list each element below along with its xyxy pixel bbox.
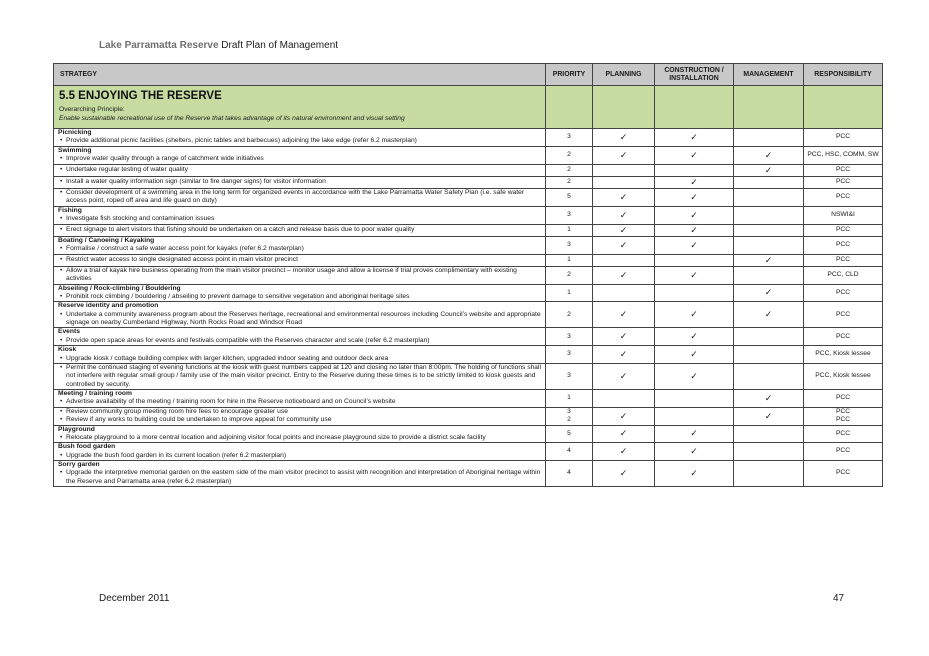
section-empty-cell xyxy=(734,86,804,129)
col-header-strategy: STRATEGY xyxy=(54,64,546,86)
strategy-group-title: Meeting / training room xyxy=(58,390,132,397)
management-cell xyxy=(734,224,804,236)
responsibility-cell: PCC, Kiosk lessee xyxy=(804,363,883,389)
col-header-management: MANAGEMENT xyxy=(734,64,804,86)
construction-cell xyxy=(655,346,734,364)
strategy-item: • Review community group meeting room hire fees to encourage greater use xyxy=(58,408,541,416)
construction-cell xyxy=(655,407,734,425)
table-row xyxy=(54,328,883,346)
strategy-item: • Prohibit rock climbing / bouldering / abseiling to prevent damage to sensitive vegetation and aboriginal heritage sites xyxy=(58,293,541,301)
check-icon: ✓ xyxy=(619,191,628,202)
table-row xyxy=(54,236,883,254)
table-row xyxy=(54,390,883,408)
construction-cell xyxy=(655,146,734,164)
construction-cell xyxy=(655,266,734,284)
management-cell xyxy=(734,363,804,389)
strategy-cell xyxy=(54,425,546,443)
check-icon: ✓ xyxy=(764,254,773,265)
responsibility-cell: NSWI&I xyxy=(804,206,883,224)
planning-cell xyxy=(593,407,655,425)
check-icon: ✓ xyxy=(764,392,773,403)
check-icon: ✓ xyxy=(619,410,628,421)
priority-cell: 4 xyxy=(546,461,593,487)
check-icon: ✓ xyxy=(619,149,628,160)
table-row xyxy=(54,224,883,236)
construction-cell xyxy=(655,206,734,224)
planning-cell xyxy=(593,425,655,443)
strategy-item: • Relocate playground to a more central location and adjoining visitor focal points and increase playground size to provide a district scale facility xyxy=(58,434,541,442)
responsibility-cell: PCC xyxy=(804,176,883,188)
strategy-group-title: Swimming xyxy=(58,146,92,154)
table-row xyxy=(54,363,883,389)
header-title-rest: Draft Plan of Management xyxy=(218,40,339,51)
priority-cell: 5 xyxy=(546,425,593,443)
strategy-group-title: Bush food garden xyxy=(58,443,116,451)
responsibility-cell: PCC, CLD xyxy=(804,266,883,284)
priority-cell: 1 xyxy=(546,254,593,266)
planning-cell xyxy=(593,236,655,254)
responsibility-cell: PCC xyxy=(804,328,883,346)
section-empty-cell xyxy=(655,86,734,129)
management-cell xyxy=(734,164,804,176)
strategy-cell xyxy=(54,206,546,224)
table-row xyxy=(54,189,883,207)
responsibility-cell: PCC PCC xyxy=(804,407,883,425)
strategy-cell xyxy=(54,346,546,364)
check-icon: ✓ xyxy=(690,131,698,142)
section-empty-cell xyxy=(804,86,883,129)
strategy-group-title: Reserve identity and promotion xyxy=(58,302,159,310)
responsibility-cell: PCC xyxy=(804,425,883,443)
table-row xyxy=(54,407,883,425)
check-icon: ✓ xyxy=(690,309,698,320)
priority-cell: 2 xyxy=(546,176,593,188)
strategy-group-title: Picnicking xyxy=(58,129,92,136)
table-row xyxy=(54,146,883,164)
strategy-item: • Upgrade the interpretive memorial garden on the eastern side of the main visitor precinct to assist with recognition and interpretation of Aboriginal heritage within the Reserve and Parramatta area (refer 6.2 masterplan) xyxy=(58,469,541,486)
check-icon: ✓ xyxy=(619,446,628,456)
header-title-bold: Lake Parramatta Reserve xyxy=(99,40,219,51)
management-cell xyxy=(734,176,804,188)
planning-cell xyxy=(593,346,655,364)
planning-cell xyxy=(593,266,655,284)
construction-cell xyxy=(655,236,734,254)
planning-cell xyxy=(593,164,655,176)
management-cell xyxy=(734,346,804,364)
priority-cell: 3 xyxy=(546,206,593,224)
priority-cell: 2 xyxy=(546,266,593,284)
table-row xyxy=(54,129,883,147)
col-header-responsibility: RESPONSIBILITY xyxy=(804,64,883,86)
construction-cell xyxy=(655,390,734,408)
strategy-cell xyxy=(54,407,546,425)
strategy-item: • Undertake regular testing of water quality xyxy=(58,166,541,174)
strategy-cell xyxy=(54,461,546,487)
check-icon: ✓ xyxy=(690,370,698,381)
strategy-cell xyxy=(54,302,546,328)
table-row xyxy=(54,443,883,461)
table-row xyxy=(54,254,883,266)
section-title: 5.5 ENJOYING THE RESERVE xyxy=(59,90,222,102)
document-header xyxy=(99,40,338,51)
construction-cell xyxy=(655,189,734,207)
check-icon: ✓ xyxy=(619,224,628,235)
construction-cell xyxy=(655,302,734,328)
responsibility-cell: PCC xyxy=(804,443,883,461)
check-icon: ✓ xyxy=(690,269,698,280)
strategy-group-title: Sorry garden xyxy=(58,461,100,468)
strategy-item: • Restrict water access to single designated access point in main visitor precinct xyxy=(58,256,541,264)
strategy-item: • Formalise / construct a safe water access point for kayaks (refer 6.2 masterplan) xyxy=(58,245,541,253)
check-icon: ✓ xyxy=(619,467,628,478)
check-icon: ✓ xyxy=(619,348,628,359)
responsibility-cell: PCC xyxy=(804,236,883,254)
management-cell xyxy=(734,390,804,408)
table-row xyxy=(54,346,883,364)
management-cell xyxy=(734,328,804,346)
management-cell xyxy=(734,129,804,147)
priority-cell: 2 xyxy=(546,302,593,328)
strategy-item: • Undertake a community awareness program about the Reserves heritage, recreational and environmental resources including Council’s website and appropriate signage on nearby Cumberland Highway, North Rocks Road and Windsor Road xyxy=(58,311,541,328)
strategy-item: • Investigate fish stocking and contamination issues xyxy=(58,215,541,223)
construction-cell xyxy=(655,176,734,188)
management-cell xyxy=(734,302,804,328)
table-row xyxy=(54,266,883,284)
strategy-cell xyxy=(54,363,546,389)
check-icon: ✓ xyxy=(764,309,773,320)
col-header-planning: PLANNING xyxy=(593,64,655,86)
strategy-cell xyxy=(54,176,546,188)
priority-cell: 3 xyxy=(546,129,593,147)
management-cell xyxy=(734,425,804,443)
strategy-cell xyxy=(54,146,546,164)
check-icon: ✓ xyxy=(619,209,628,220)
management-cell xyxy=(734,236,804,254)
strategy-cell xyxy=(54,328,546,346)
strategy-item: • Improve water quality through a range of catchment wide initiatives xyxy=(58,155,541,163)
planning-cell xyxy=(593,254,655,266)
strategy-item: • Upgrade kiosk / cottage building complex with larger kitchen, upgraded indoor seating and outdoor deck area xyxy=(58,355,541,363)
check-icon: ✓ xyxy=(619,428,628,439)
strategy-cell xyxy=(54,129,546,147)
check-icon: ✓ xyxy=(619,269,628,280)
strategy-item: • Provide additional picnic facilities (shelters, picnic tables and barbecues) adjoining the lake edge (refer 6.2 masterplan) xyxy=(58,137,541,145)
responsibility-cell: PCC xyxy=(804,461,883,487)
strategy-group-title: Fishing xyxy=(58,206,82,214)
strategy-cell xyxy=(54,164,546,176)
strategy-group-title: Playground xyxy=(58,425,95,433)
check-icon: ✓ xyxy=(764,149,773,160)
strategy-group-title: Events xyxy=(58,328,80,336)
check-icon: ✓ xyxy=(619,239,628,250)
priority-cell: 2 xyxy=(546,164,593,176)
table-row xyxy=(54,206,883,224)
construction-cell xyxy=(655,284,734,302)
strategy-item: • Allow a trial of kayak hire business operating from the main visitor precinct – monitor usage and allow a license if trial proves complimentary with existing activities xyxy=(58,267,541,284)
management-cell xyxy=(734,189,804,207)
construction-cell xyxy=(655,224,734,236)
check-icon: ✓ xyxy=(690,224,698,235)
planning-cell xyxy=(593,390,655,408)
planning-cell xyxy=(593,284,655,302)
management-cell xyxy=(734,206,804,224)
construction-cell xyxy=(655,328,734,346)
planning-cell xyxy=(593,302,655,328)
priority-cell: 2 xyxy=(546,146,593,164)
table-row xyxy=(54,164,883,176)
table-row xyxy=(54,176,883,188)
footer-date: December 2011 xyxy=(99,593,170,604)
planning-cell xyxy=(593,146,655,164)
construction-cell xyxy=(655,363,734,389)
planning-cell xyxy=(593,443,655,461)
planning-cell xyxy=(593,189,655,207)
priority-cell: 1 xyxy=(546,390,593,408)
strategy-cell xyxy=(54,266,546,284)
strategy-cell xyxy=(54,443,546,461)
strategy-group-title: Abseiling / Rock-climbing / Bouldering xyxy=(58,284,181,292)
check-icon: ✓ xyxy=(690,428,698,439)
check-icon: ✓ xyxy=(764,164,773,175)
construction-cell xyxy=(655,164,734,176)
section-cell xyxy=(54,86,546,129)
table-row xyxy=(54,302,883,328)
management-cell xyxy=(734,284,804,302)
planning-cell xyxy=(593,328,655,346)
responsibility-cell: PCC xyxy=(804,254,883,266)
construction-cell xyxy=(655,461,734,487)
check-icon: ✓ xyxy=(690,348,698,359)
construction-cell xyxy=(655,254,734,266)
strategy-item: • Provide open space areas for events and festivals compatible with the Reserves character and scale (refer 6.2 masterplan) xyxy=(58,337,541,345)
management-cell xyxy=(734,443,804,461)
priority-cell: 1 xyxy=(546,224,593,236)
planning-cell xyxy=(593,129,655,147)
check-icon: ✓ xyxy=(690,446,698,456)
check-icon: ✓ xyxy=(619,309,628,320)
responsibility-cell: PCC xyxy=(804,390,883,408)
planning-cell xyxy=(593,363,655,389)
check-icon: ✓ xyxy=(764,287,773,298)
priority-cell: 3 2 xyxy=(546,407,593,425)
check-icon: ✓ xyxy=(690,176,698,187)
section-empty-cell xyxy=(546,86,593,129)
strategy-cell xyxy=(54,390,546,408)
check-icon: ✓ xyxy=(619,370,628,381)
check-icon: ✓ xyxy=(619,331,628,342)
strategy-cell xyxy=(54,236,546,254)
strategy-item: • Install a water quality information sign (similar to fire danger signs) for visitor information xyxy=(58,178,541,186)
priority-cell: 3 xyxy=(546,236,593,254)
strategy-item: • Advertise availability of the meeting / training room for hire in the Reserve noticeboard and on Council’s website xyxy=(58,398,541,406)
strategy-cell xyxy=(54,224,546,236)
planning-cell xyxy=(593,224,655,236)
check-icon: ✓ xyxy=(690,191,698,202)
check-icon: ✓ xyxy=(690,467,698,478)
table-row xyxy=(54,461,883,487)
responsibility-cell: PCC xyxy=(804,224,883,236)
strategy-group-title: Kiosk xyxy=(58,346,77,354)
responsibility-cell: PCC xyxy=(804,129,883,147)
check-icon: ✓ xyxy=(764,410,773,421)
section-row xyxy=(54,86,883,129)
table-row xyxy=(54,284,883,302)
table-header-row xyxy=(54,64,883,86)
priority-cell: 4 xyxy=(546,443,593,461)
strategy-group-title: Boating / Canoeing / Kayaking xyxy=(58,236,155,244)
strategy-item: • Consider development of a swimming area in the long term for organized events in accordance with the Lake Parramatta Water Safety Plan (i.e. safe water access point, roped off area and life guard on duty) xyxy=(58,189,541,206)
management-cell xyxy=(734,266,804,284)
strategy-item: • Upgrade the bush food garden in its current location (refer 6.2 masterplan) xyxy=(58,452,541,460)
check-icon: ✓ xyxy=(690,209,698,220)
priority-cell: 5 xyxy=(546,189,593,207)
strategy-item: • Erect signage to alert visitors that fishing should be undertaken on a catch and release basis due to poor water quality xyxy=(58,226,541,234)
planning-cell xyxy=(593,176,655,188)
check-icon: ✓ xyxy=(690,239,698,250)
table-row xyxy=(54,425,883,443)
construction-cell xyxy=(655,129,734,147)
col-header-priority: PRIORITY xyxy=(546,64,593,86)
planning-cell xyxy=(593,206,655,224)
responsibility-cell: PCC xyxy=(804,302,883,328)
col-header-construction: CONSTRUCTION / INSTALLATION xyxy=(655,64,734,86)
check-icon: ✓ xyxy=(619,131,628,142)
management-cell xyxy=(734,146,804,164)
check-icon: ✓ xyxy=(690,331,698,342)
responsibility-cell: PCC xyxy=(804,284,883,302)
construction-cell xyxy=(655,443,734,461)
check-icon: ✓ xyxy=(690,149,698,160)
priority-cell: 3 xyxy=(546,346,593,364)
principle-text: Enable sustainable recreational use of the Reserve that takes advantage of its natural environment and visual setting xyxy=(59,114,405,122)
responsibility-cell: PCC, HSC, COMM, SW xyxy=(804,146,883,164)
priority-cell: 3 xyxy=(546,363,593,389)
section-empty-cell xyxy=(593,86,655,129)
strategy-item: • Permit the continued staging of evening functions at the kiosk with guest numbers capped at 120 and closing no later than 8:00pm. The holding of functions shall not interfere with regular small group / family use of the main visitor precinct. Entry to the Reserve during these times is to be strictly limited to kiosk guests and controlled by security. xyxy=(58,364,541,389)
management-cell xyxy=(734,407,804,425)
responsibility-cell: PCC, Kiosk lessee xyxy=(804,346,883,364)
strategy-cell xyxy=(54,284,546,302)
strategy-cell xyxy=(54,254,546,266)
management-cell xyxy=(734,254,804,266)
responsibility-cell: PCC xyxy=(804,164,883,176)
strategy-cell xyxy=(54,189,546,207)
principle-label: Overarching Principle: xyxy=(59,106,125,114)
strategy-table xyxy=(53,63,883,487)
construction-cell xyxy=(655,425,734,443)
priority-cell: 3 xyxy=(546,328,593,346)
priority-cell: 1 xyxy=(546,284,593,302)
planning-cell xyxy=(593,461,655,487)
page-number: 47 xyxy=(833,593,845,604)
management-cell xyxy=(734,461,804,487)
responsibility-cell: PCC xyxy=(804,189,883,207)
strategy-item: • Review if any works to building could be undertaken to improve appeal for community use xyxy=(58,416,541,424)
